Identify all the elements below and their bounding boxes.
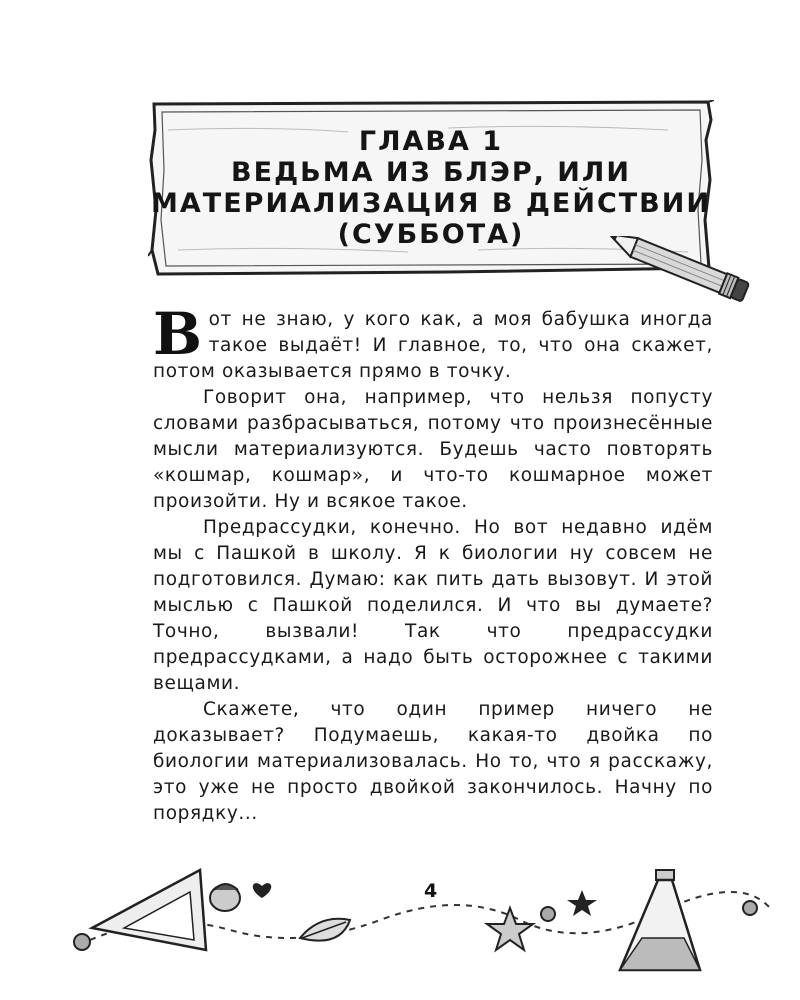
paragraph-2: Говорит она, например, что нельзя попусту словами разбрасываться, потому что произнесённые мысли материализуются. Будешь часто повторять «кошмар, кошмар», и что-то кошмарное может произойти. Ну и всякое такое. — [153, 387, 713, 512]
chapter-title-line-3: (СУББОТА) — [337, 219, 525, 250]
paragraph-4: Скажете, что один пример ничего не доказывает? Подумаешь, какая-то двойка по биологии материализовалась. Но то, что я расскажу, это уже не просто двойкой закончилось. Начну по порядку... — [153, 699, 713, 824]
dot-icon — [74, 934, 90, 950]
chapter-title-line-1: ВЕДЬМА ИЗ БЛЭР, ИЛИ — [231, 157, 631, 188]
footer-doodles — [0, 850, 800, 1000]
set-square-icon — [92, 870, 206, 950]
flask-icon — [620, 870, 700, 970]
paragraph-3: Предрассудки, конечно. Но вот недавно идём мы с Пашкой в школу. Я к биологии ну совсем не подготовился. Думаю: как пить дать вызовут. И этой мыслью с Пашкой поделился. И что вы думаете? Точно, вызвали! Так что предрассудки предрассудками, а надо быть осторожнее с такими вещами. — [153, 517, 713, 694]
acorn-icon — [210, 884, 240, 911]
dot-icon — [743, 901, 757, 915]
leaf-icon — [300, 919, 350, 941]
chapter-number: ГЛАВА 1 — [358, 126, 504, 157]
chapter-body — [153, 300, 713, 827]
heart-icon — [253, 883, 271, 898]
chapter-title-line-2: МАТЕРИАЛИЗАЦИЯ В ДЕЙСТВИИ — [151, 188, 711, 219]
star-icon — [487, 908, 533, 950]
paragraph-1 — [153, 300, 713, 385]
dot-icon — [541, 907, 555, 921]
page-number: 4 — [424, 880, 438, 902]
star-icon — [567, 890, 597, 916]
pencil-icon — [592, 236, 762, 306]
paragraph-1-text: от не знаю, у кого как, а моя бабушка иногда такое выдаёт! И главное, то, что она скажет, потом оказывается прямо в точку. — [153, 309, 713, 382]
drop-cap-letter: В — [153, 300, 203, 368]
